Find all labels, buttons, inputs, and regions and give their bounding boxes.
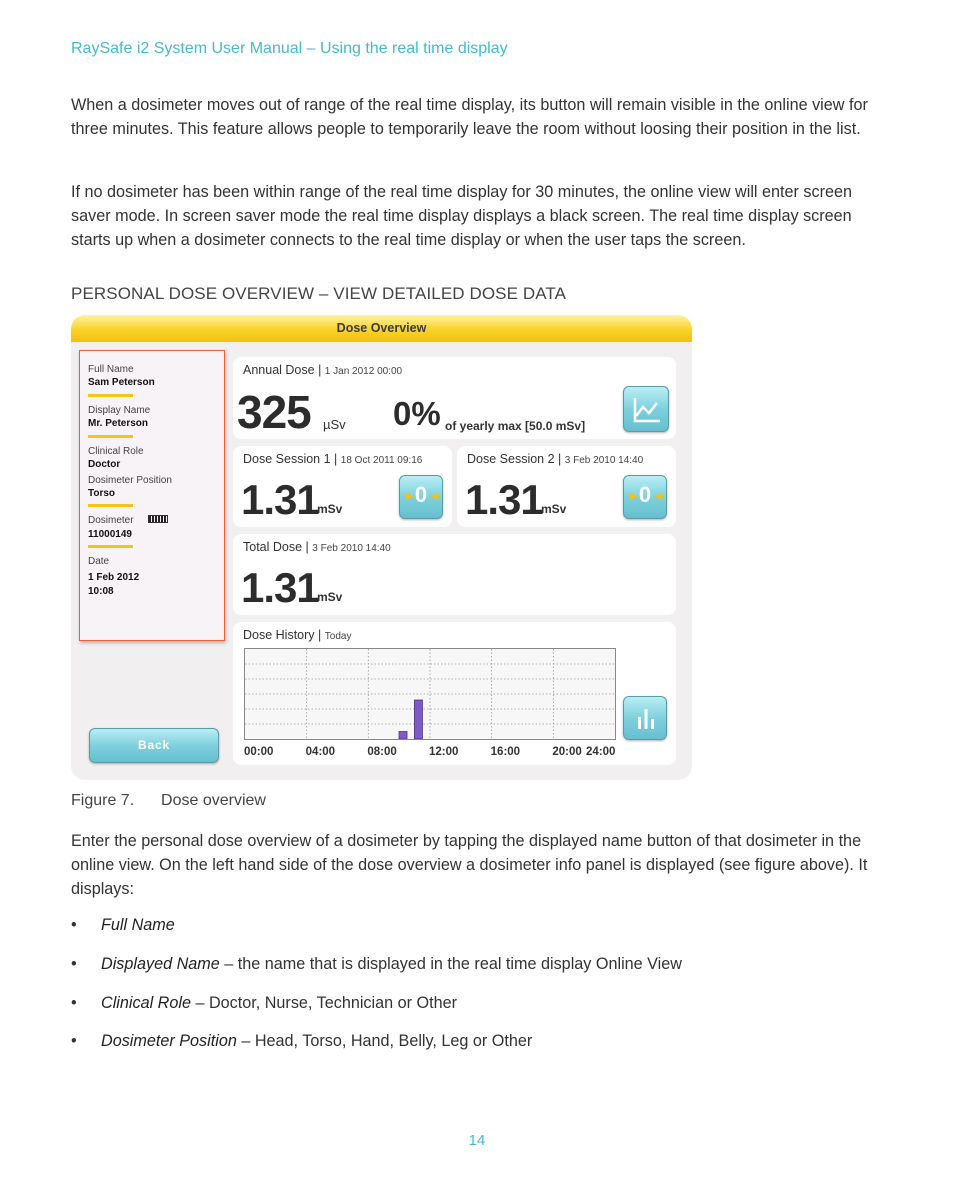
title-separator: |	[318, 628, 322, 642]
dose-history-title-text: Dose History	[243, 628, 315, 642]
bullet-symbol: •	[71, 955, 77, 973]
session-2-value: 1.31	[465, 476, 543, 523]
total-dose-card	[233, 534, 676, 615]
annual-dose-date: 1 Jan 2012 00:00	[324, 366, 403, 377]
arrow-right-icon: ▶	[406, 491, 414, 502]
display-name-underline	[88, 435, 133, 438]
total-dose-unit: mSv	[317, 590, 343, 604]
dose-session-2-card	[457, 446, 676, 527]
clinical-role-value: Doctor	[88, 459, 121, 470]
yearly-percent-value: 0%	[393, 395, 441, 432]
annual-graph-button[interactable]	[623, 386, 669, 432]
back-button[interactable]: Back	[89, 728, 219, 763]
session-1-title-text: Dose Session 1	[243, 452, 331, 466]
session-2-unit: mSv	[541, 502, 567, 516]
line-chart-icon	[624, 387, 670, 433]
bullet-item	[71, 1032, 532, 1051]
dose-session-1-card	[233, 446, 452, 527]
window-title-bar: Dose Overview	[71, 315, 692, 342]
full-name-label: Full Name	[88, 364, 134, 375]
session-2-reset-button[interactable]	[623, 475, 667, 519]
display-name-label: Display Name	[88, 405, 151, 416]
bullet-symbol: •	[71, 994, 77, 1012]
full-name-value: Sam Peterson	[88, 377, 155, 388]
date-label: Date	[88, 556, 110, 567]
time-value: 10:08	[88, 586, 114, 597]
bullet-symbol: •	[71, 1032, 77, 1050]
bullet-desc: – Head, Torso, Hand, Belly, Leg or Other	[236, 1032, 533, 1050]
figure-caption-text: Dose overview	[161, 792, 266, 809]
role-underline	[88, 504, 133, 507]
running-header: RaySafe i2 System User Manual – Using the real time display	[71, 40, 508, 57]
date-value: 1 Feb 2012	[88, 572, 140, 583]
bullet-item	[71, 994, 457, 1013]
bullet-symbol: •	[71, 916, 77, 934]
dosimeter-id-value: 11000149	[88, 529, 132, 540]
annual-dose-card	[233, 357, 676, 439]
dose-history-period: Today	[324, 631, 352, 642]
bullet-term: Clinical Role	[101, 994, 191, 1012]
session-2-counter: 0	[638, 482, 652, 507]
dosimeter-label: Dosimeter	[88, 515, 134, 526]
total-dose-title	[243, 540, 391, 554]
arrow-left-icon: ◀	[655, 491, 663, 502]
annual-dose-title-text: Annual Dose	[243, 363, 315, 377]
x-tick-label: 24:00	[586, 746, 616, 758]
bullet-desc: – Doctor, Nurse, Technician or Other	[190, 994, 457, 1012]
annual-dose-title	[243, 363, 402, 377]
arrow-left-icon: ◀	[431, 491, 439, 502]
full-name-underline	[88, 394, 133, 397]
bullet-term: Dosimeter Position	[101, 1032, 237, 1050]
annual-dose-unit: µSv	[323, 417, 346, 432]
dose-history-plot	[245, 649, 615, 739]
session-1-counter: 0	[414, 482, 428, 507]
title-separator: |	[318, 363, 322, 377]
dose-history-card	[233, 622, 676, 765]
bullet-desc: – the name that is displayed in the real time display Online View	[219, 955, 682, 973]
title-separator: |	[558, 452, 562, 466]
dosimeter-position-value: Torso	[88, 488, 116, 499]
paragraph-out-of-range: When a dosimeter moves out of range of the real time display, its button will remain visible in the online view for three minutes. This feature allows people to temporarily leave the room without loosing their position in the list.	[71, 96, 868, 138]
session-1-title	[243, 452, 422, 466]
x-tick-label: 00:00	[244, 746, 274, 758]
figure-caption	[71, 792, 266, 810]
battery-icon	[148, 515, 168, 523]
x-tick-label: 04:00	[305, 746, 336, 758]
dose-history-chart	[244, 648, 616, 740]
history-bar-chart-button[interactable]	[623, 696, 667, 740]
dosimeter-position-label: Dosimeter Position	[88, 475, 172, 486]
session-2-title	[467, 452, 643, 466]
session-2-date: 3 Feb 2010 14:40	[564, 455, 644, 466]
x-tick-label: 20:00	[552, 746, 582, 758]
dose-overview-screenshot	[71, 315, 692, 780]
section-title: PERSONAL DOSE OVERVIEW – VIEW DETAILED DOSE DATA	[71, 284, 567, 303]
annual-dose-value: 325	[237, 386, 311, 438]
paragraph-enter-overview: Enter the personal dose overview of a dosimeter by tapping the displayed name button of that dosimeter in the online view. On the left hand side of the dose overview a dosimeter info panel is displayed (see figure above). It displays:	[71, 832, 868, 898]
dosimeter-info-panel	[79, 350, 225, 641]
yearly-max-text: of yearly max [50.0 mSv]	[445, 419, 586, 433]
session-1-value: 1.31	[241, 476, 319, 523]
dosimeter-underline	[88, 545, 133, 548]
bullet-term: Full Name	[101, 916, 175, 934]
total-dose-value: 1.31	[241, 564, 319, 611]
x-tick-label: 08:00	[367, 746, 397, 758]
title-separator: |	[305, 540, 309, 554]
x-tick-label: 16:00	[490, 746, 521, 758]
session-2-title-text: Dose Session 2	[467, 452, 555, 466]
clinical-role-label: Clinical Role	[88, 446, 144, 457]
bar-chart-icon	[624, 697, 668, 741]
session-1-reset-button[interactable]	[399, 475, 443, 519]
page-number: 14	[468, 1132, 486, 1149]
dose-bar	[414, 700, 422, 739]
display-name-value: Mr. Peterson	[88, 418, 149, 429]
session-1-unit: mSv	[317, 502, 343, 516]
paragraph-screen-saver: If no dosimeter has been within range of the real time display for 30 minutes, the online view will enter screen saver mode. In screen saver mode the real time display displays a black screen. The real time display screen starts up when a dosimeter connects to the real time display or when the user taps the screen.	[71, 183, 853, 249]
bullet-term: Displayed Name	[101, 955, 220, 973]
figure-number: Figure 7.	[71, 792, 135, 809]
total-dose-date: 3 Feb 2010 14:40	[312, 543, 391, 554]
bullet-item	[71, 955, 682, 974]
session-1-date: 18 Oct 2011 09:16	[340, 455, 423, 466]
x-tick-label: 12:00	[429, 746, 459, 758]
dose-bar	[399, 732, 407, 740]
arrow-right-icon: ▶	[630, 491, 638, 502]
bullet-item	[71, 916, 175, 935]
total-dose-title-text: Total Dose	[243, 540, 303, 554]
title-separator: |	[334, 452, 338, 466]
dose-history-title	[243, 628, 351, 642]
